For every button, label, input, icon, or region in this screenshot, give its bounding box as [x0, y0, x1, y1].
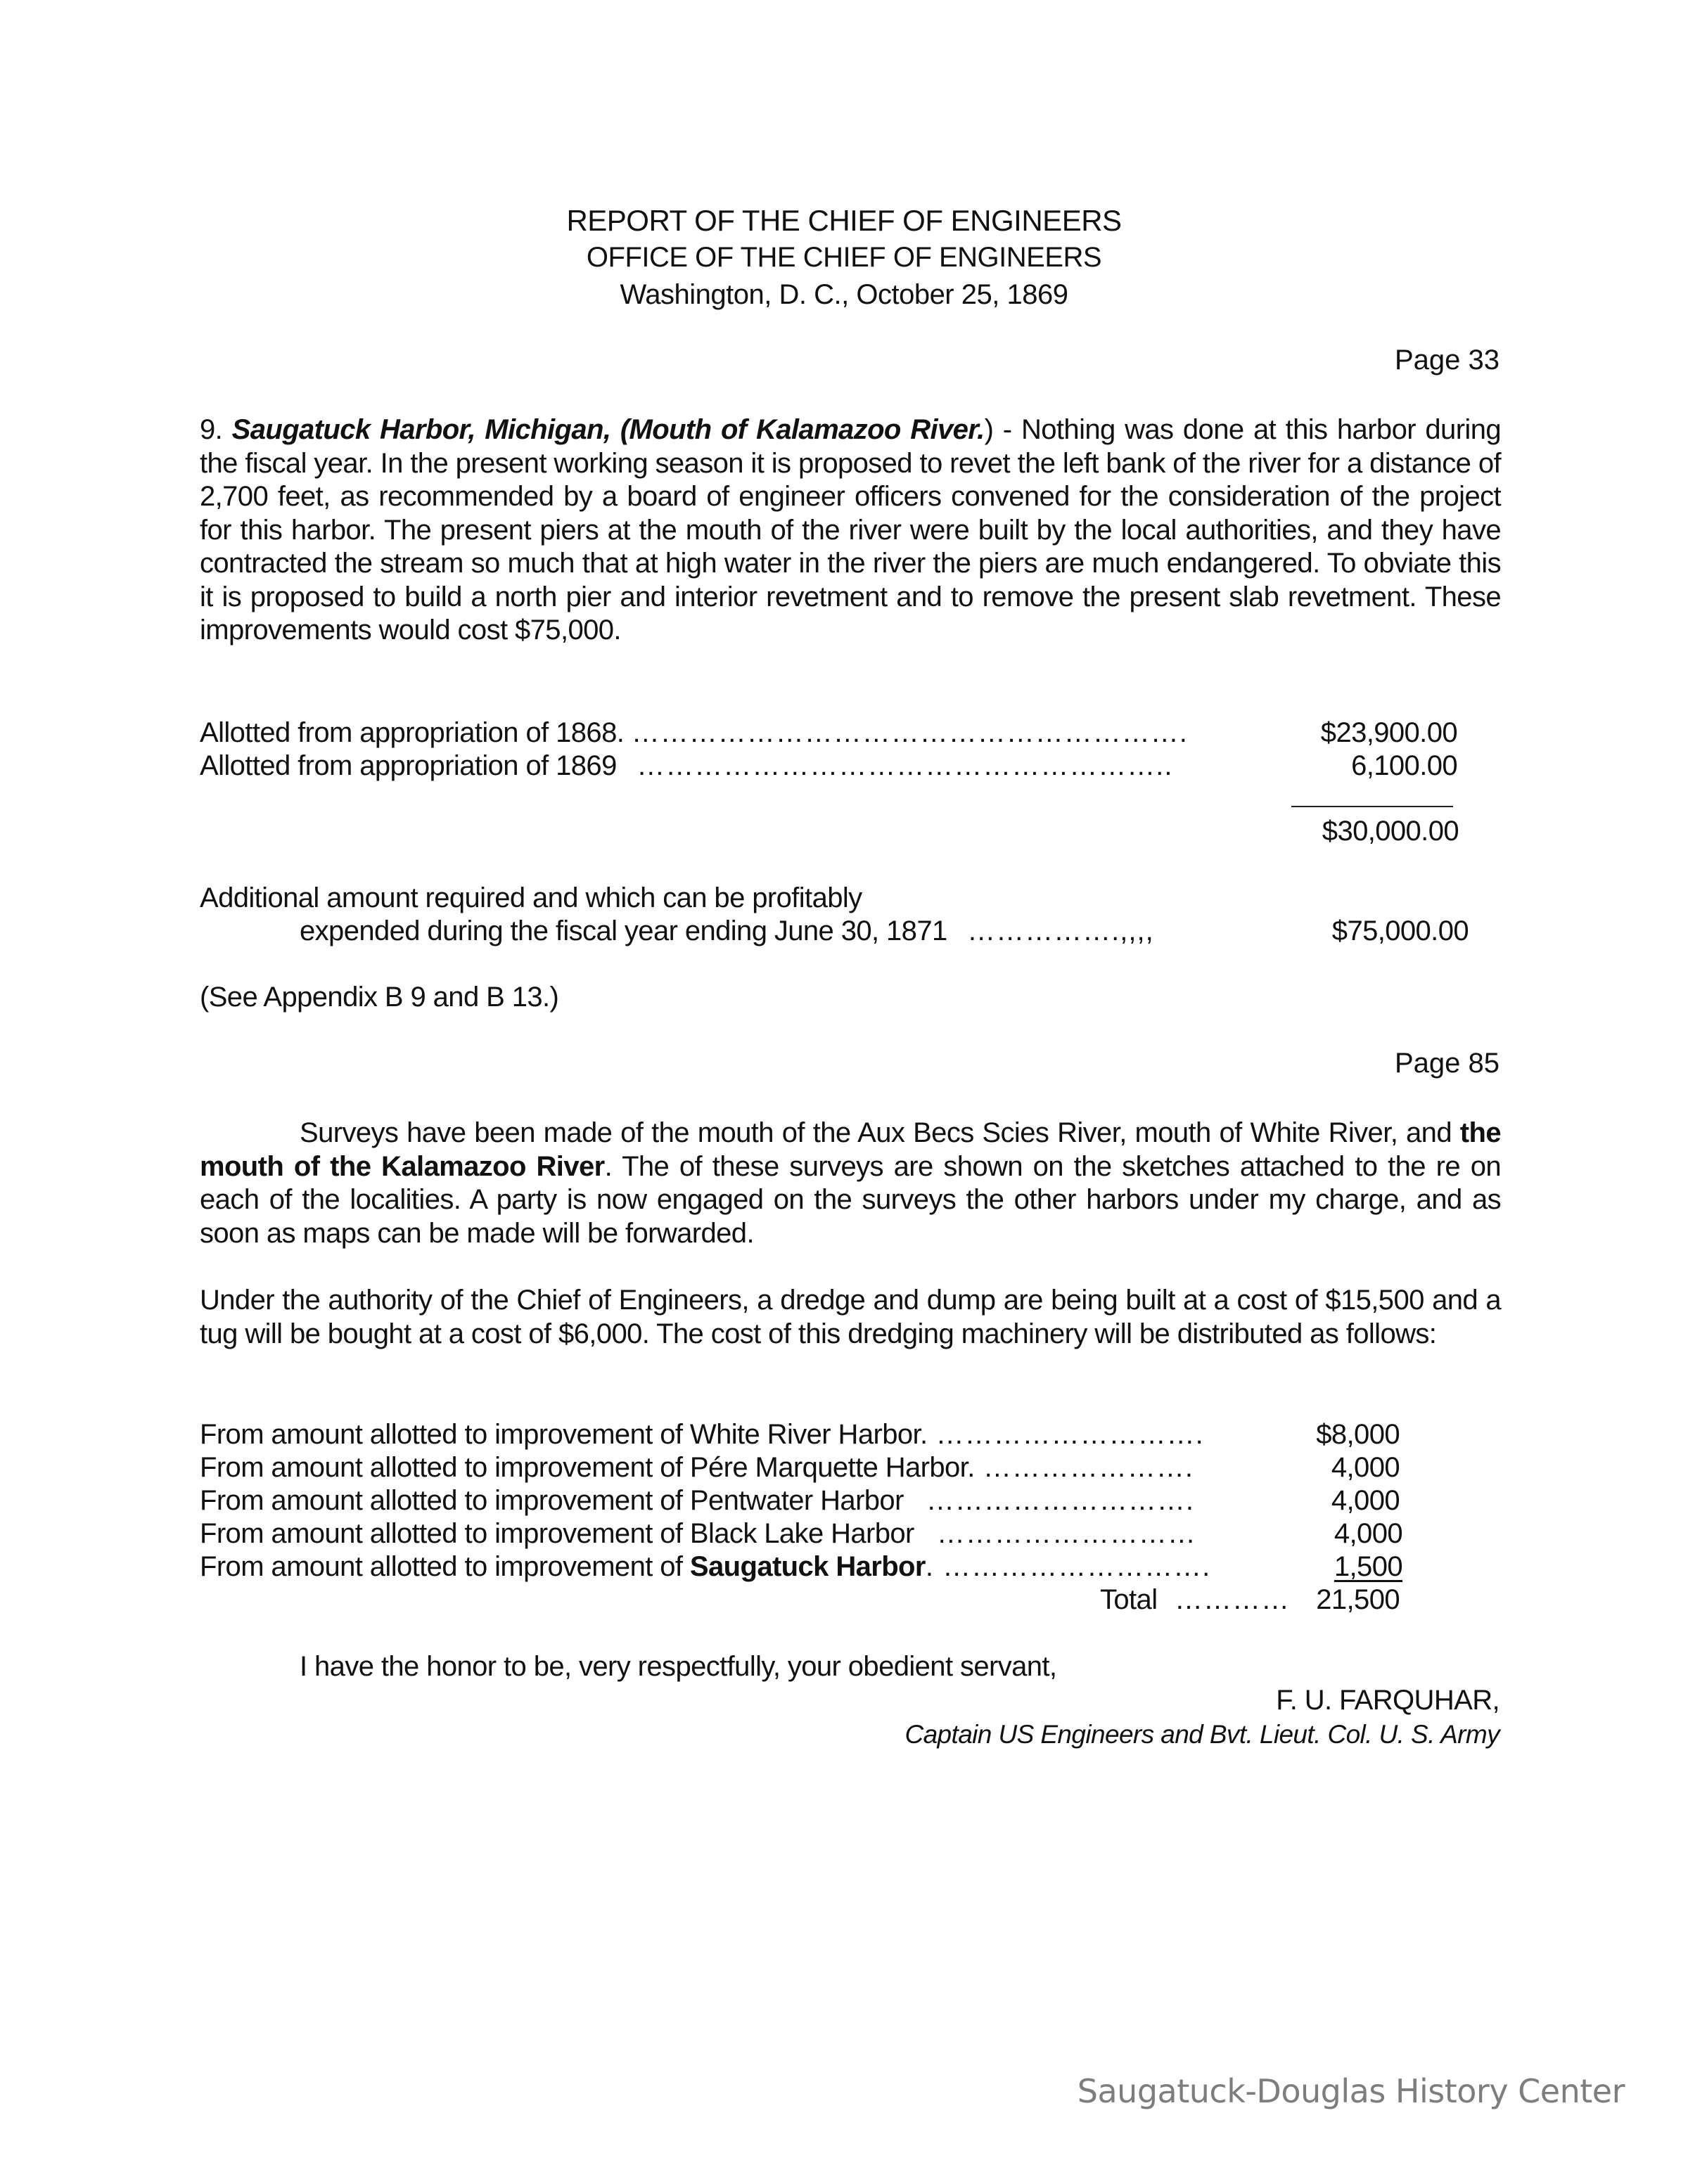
page-label-33: Page 33	[1394, 345, 1500, 375]
signature-name: F. U. FARQUHAR,	[1276, 1685, 1500, 1716]
distribution-row	[200, 1518, 1196, 1550]
distribution-harbor: Pentwater Harbor	[689, 1485, 904, 1516]
distribution-row	[200, 1485, 1194, 1517]
distribution-harbor: Black Lake Harbor	[689, 1518, 914, 1549]
item-number: 9.	[200, 414, 223, 445]
appendix-note: (See Appendix B 9 and B 13.)	[200, 982, 559, 1013]
allotment-amount: $23,900.00	[1320, 717, 1457, 748]
item-title: Saugatuck Harbor, Michigan, (Mouth of Kalamazoo River.	[231, 414, 985, 445]
additional-amount-text: expended during the fiscal year ending June 30, 1871	[300, 916, 947, 946]
leader-dots: ………………………	[928, 1518, 1196, 1549]
allotment-row	[200, 750, 1172, 782]
item-body: ) - Nothing was done at this harbor during the fiscal year. In the present working season it is proposed to revet the left bank of the river for a distance of 2,700 feet, as recommended by a board of engineer officers convened for the consideration of the project for this harbor. The present piers at the mouth of the river were built by the local authorities, and they have contracted the stream so much that at high water in the river the piers are much endangered. To obviate this it is proposed to build a north pier and interior revetment and to remove the present slab revetment. These improvements would cost $75,000.	[200, 414, 1501, 645]
surveys-text-a: Surveys have been made of the mouth of the Aux Becs Scies River, mouth of White River, and	[300, 1117, 1460, 1148]
allotment-label: Allotted from appropriation of 1869	[200, 750, 617, 781]
allotment-amount: 6,100.00	[1351, 750, 1457, 781]
paragraph-surveys	[200, 1117, 1501, 1250]
distribution-prefix: From amount allotted to improvement of	[200, 1452, 690, 1483]
allotment-row	[200, 717, 1188, 749]
surveys-text-bold: the mouth of the Kalamazoo River	[200, 1117, 1501, 1182]
paragraph-saugatuck-harbor	[200, 413, 1501, 648]
distribution-amount: 4,000	[1331, 1452, 1400, 1483]
additional-amount-line1: Additional amount required and which can be profitably	[200, 882, 862, 913]
distribution-prefix: From amount allotted to improvement of	[200, 1551, 690, 1582]
dateline: Washington, D. C., October 25, 1869	[620, 279, 1068, 310]
leader-dots: ………………………………………………….	[631, 717, 1188, 748]
leader-dots: ………………….	[974, 1452, 1194, 1483]
distribution-amount: 4,000	[1334, 1518, 1402, 1549]
distribution-harbor: Saugatuck Harbor	[689, 1551, 926, 1582]
distribution-total-row	[1100, 1584, 1290, 1616]
distribution-row	[200, 1419, 1204, 1451]
additional-amount-line2	[300, 916, 1154, 947]
sum-rule	[1291, 806, 1453, 807]
report-title: REPORT OF THE CHIEF OF ENGINEERS	[566, 204, 1122, 237]
distribution-amount: $8,000	[1316, 1419, 1400, 1450]
additional-amount-value: $75,000.00	[1331, 916, 1469, 946]
watermark-history-center: Saugatuck-Douglas History Center	[1077, 2072, 1625, 2110]
distribution-prefix: From amount allotted to improvement of	[200, 1518, 690, 1549]
leader-dots: …………	[1175, 1584, 1291, 1615]
page-label-85: Page 85	[1394, 1048, 1500, 1079]
office-name: OFFICE OF THE CHIEF OF ENGINEERS	[586, 242, 1102, 273]
allotment-total: $30,000.00	[1322, 816, 1459, 847]
distribution-harbor: White River Harbor.	[689, 1419, 928, 1450]
signature-title: Captain US Engineers and Bvt. Lieut. Col. U. S. Army	[904, 1720, 1500, 1749]
distribution-amount: 4,000	[1331, 1485, 1400, 1516]
distribution-amount: 1,500	[1334, 1551, 1402, 1582]
surveys-text-b: . The of these surveys are shown on the sketches attached to the re on each of the localities. A party is now engaged on the surveys the other harbors under my charge, and as soon as maps can be made will be forwarded.	[200, 1150, 1501, 1249]
distribution-prefix: From amount allotted to improvement of	[200, 1485, 690, 1516]
distribution-harbor: Pére Marquette Harbor.	[689, 1452, 975, 1483]
distribution-row	[200, 1551, 1210, 1583]
distribution-row	[200, 1452, 1194, 1484]
distribution-total: 21,500	[1316, 1584, 1400, 1615]
closing-salutation: I have the honor to be, very respectfully, your obedient servant,	[300, 1651, 1057, 1682]
leader-dots: ……………………….	[927, 1419, 1204, 1450]
leader-dots: …………….,,,,	[967, 916, 1154, 946]
total-label: Total	[1100, 1584, 1158, 1615]
allotment-label: Allotted from appropriation of 1868.	[200, 717, 625, 748]
leader-dots: ……………………….	[917, 1485, 1195, 1516]
distribution-prefix: From amount allotted to improvement of	[200, 1419, 690, 1450]
leader-dots: ………………………………………………..	[637, 750, 1173, 781]
leader-dots: . ……………………….	[925, 1551, 1211, 1582]
paragraph-dredge: Under the authority of the Chief of Engineers, a dredge and dump are being built at a cost of $15,500 and a tug will be bought at a cost of $6,000. The cost of this dredging machinery will be distributed as follows:	[200, 1285, 1501, 1349]
